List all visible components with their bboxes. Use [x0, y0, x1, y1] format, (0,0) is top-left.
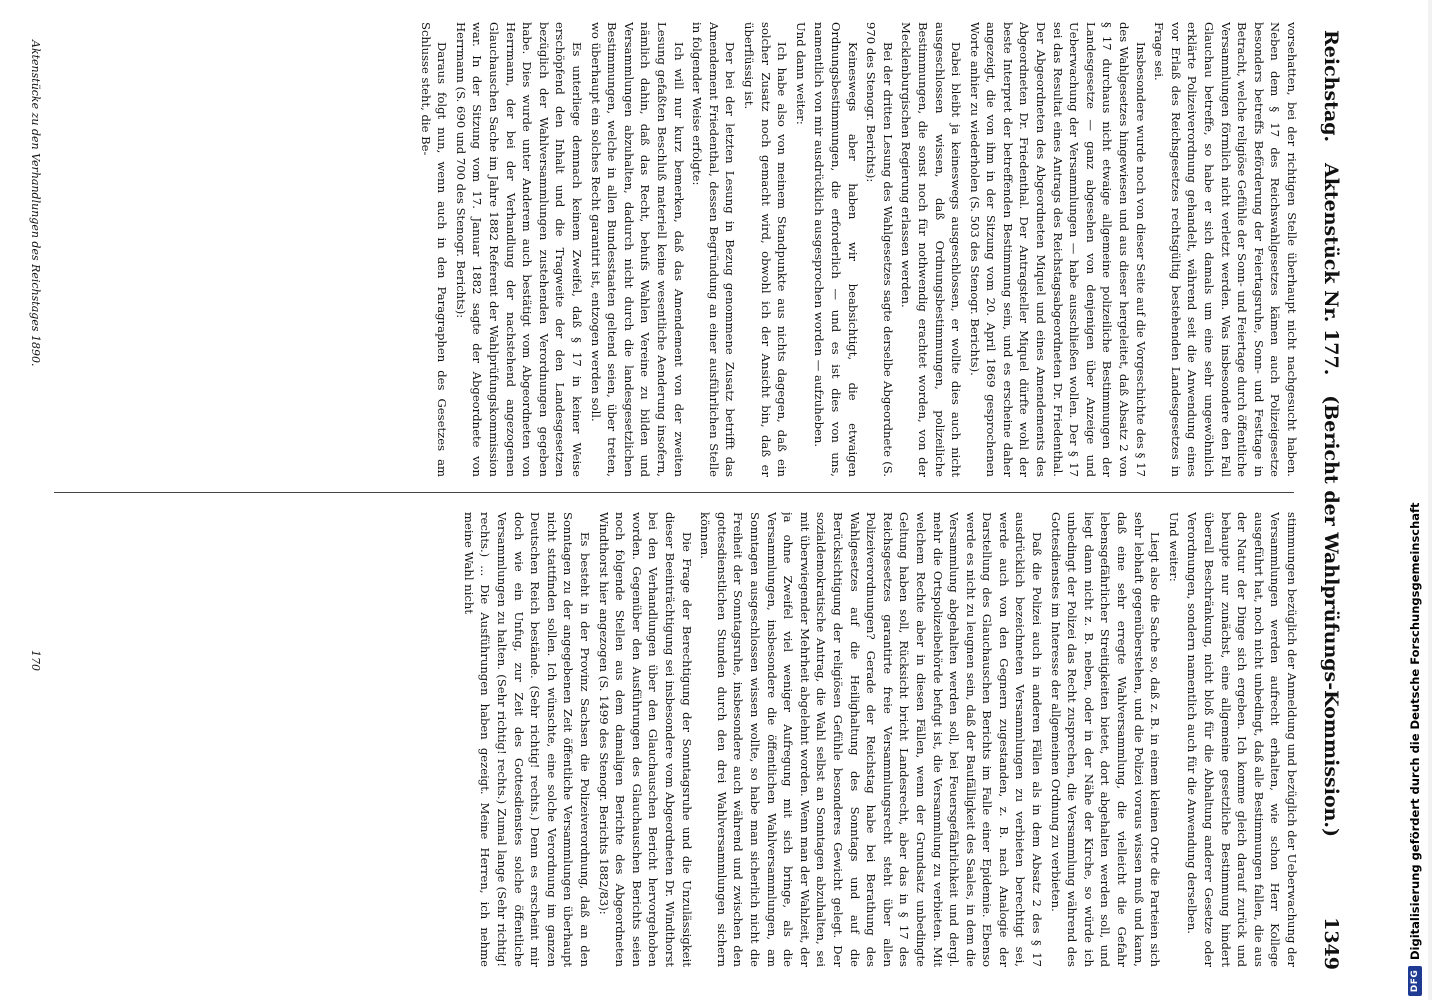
right-paragraph: Die Frage der Berechtigung der Sonntagsruhe und die Unzulässigkeit dieser Beeinträchtigung sei insbesondere vom Abgeordneten Dr. Windthorst bei den Verhandlungen über den Glauchauschen Bericht hervorgehoben worden. Gegenüber den Ausführungen des Glauchauschen Berichts seien noch folgende Stellen aus dem damaligen Berichte des Abgeordneten Windthorst hier angezogen (S. 1499 des Stenogr. Berichts 1882/83): [596, 512, 694, 967]
right-paragraph: Daß die Polizei auch in anderen Fällen als in dem Absatz 2 des § 17 ausdrücklich bezeichneten Versammlungen zu verbieten berechtigt sei, werde auch von den Gegnern zugestanden, z. B. nach Analogie der Darstellung des Glauchauschen Berichts im Falle einer Epidemie. Ebenso werde es nicht zu leugnen sein, daß der Baufälligkeit des Saales, in dem die Versammlung abgehalten werden soll, bei Feuersgefährlichkeit und dergl. mehr die Ortspolizeibehörde befugt ist, die Versammlung zu verbieten. Mit welchem Rechte aber in diesen Fällen, wenn der Grundsatz unbedingte Geltung haben soll, Rücksicht bricht Landesrecht, aber das in § 17 des Reichsgesetzes garantirte freie Versammlungsrecht steht über allen Polizeiverordnungen? Gerade der Reichstag habe bei Berathung des Wahlgesetzes auf die Heilighaltung des Sonntags und auf die Berücksichtigung der religiösen Gefühle besonderes Gewicht gelegt. Der sozialdemokratische Antrag, die Wahl selbst an Sonntagen abzuhalten, sei mit überwiegender Mehrheit abgelehnt worden. Wenn man der Wahlzeit, der ja ohne Zweifel viel weniger Aufregung mit sich bringe, als die Versammlungen, insbesondere die öffentlichen Wahlversammlungen, am Sonntagen ausgeschlossen wissen wollte, so habe man sicherlich nicht die Freiheit der Sonntagsruhe, insbesondere auch während und zwischen den gottesdienstlichen Stunden durch den drei Wahlversammlungen sichern können. [698, 512, 1045, 967]
left-paragraph: Es unterliege demnach keinem Zweifel, daß § 17 in keiner Weise erschöpfend den Inhalt und die Tragweite der den Landesgesetzen bezüglich der Wahlversammlungen zustehenden Verordnungen gegeben habe. Dies wurde unter Anderem auch bestätigt vom Abgeordneten von Herrmann, der bei der Verhandlung der nachstehend angezogenen Glauchauschen Sache im Jahre 1882 Referent der Wahlprüfungskommission war. In der Sitzung vom 17. Januar 1882 sagte der Abgeordnete von Herrmann (S. 690 und 700 des Stenogr. Berichts): [453, 22, 585, 477]
right-paragraph: Es besteht in der Provinz Sachsen die Polizeiverordnung, daß an den Sonntagen zu der angegebenen Zeit öffentliche Versammlungen überhaupt nicht stattfinden sollen. Ich wünschte, eine solche Verordnung im ganzen Deutschen Reich bestände. (Sehr richtig! rechts.) Denn es erscheint mir doch wie ein Unfug, zur Zeit des Gottesdienstes solche öffentliche Versammlungen zu halten. (Sehr richtig! rechts.) Zumal lange (Sehr richtig! rechts.) ... Die Ausführungen haben gezeigt. Meine Herren, ich nehme meine Wahl nicht [461, 512, 593, 967]
right-paragraph: Und weiter: [1166, 512, 1181, 582]
left-paragraph: Ich will nur kurz bemerken, daß das Amendement von der zweiten Lesung gefaßten Beschluß materiell keine wesentliche Aenderung insofern, nämlich dahin, daß das Recht, behufs Wahlen Vereine zu bilden und Versammlungen abzuhalten, dadurch nicht durch die landesgesetzlichen Bestimmungen, welche in allen Bundesstaaten geltend seien, über treten, wo überhaupt ein solches Recht garantirt ist, entzogen werden soll. [588, 22, 686, 477]
left-paragraph: Daraus folgt nun, wenn auch in den Paragraphen des Gesetzes am Schlusse steht, die Be- [418, 22, 450, 477]
left-paragraph: Keineswegs aber haben wir beabsichtigt, die etwaigen Ordnungsbestimmungen, die erforderlich — und es ist dies von uns, namentlich von mir ausdrücklich ausgesprochen worden — aufzuheben. [812, 22, 860, 477]
scan-edge [1428, 0, 1432, 1000]
right-paragraph: Liegt also die Sache so, daß z. B. in einem kleinen Orte die Parteien sich sehr lebhaft gegenüberstehen, und die Polizei voraus wissen muß und kann, daß eine sehr erregte Wahlversammlung, die vielleicht die Gefahr lebensgefährlicher Streitigkeiten bietet, dort abgehalten werden soll, und liegt dann nicht z. B. neben, oder in der Nähe der Kirche, so würde ich unbedingt der Polizei das Recht zusprechen, die Versammlung während des Gottesdienstes im Interesse der allgemeinen Ordnung zu verbieten. [1048, 512, 1163, 967]
footer-page-mark: 170 [29, 650, 42, 671]
left-paragraph: vorsehatten, bei der richtigen Stelle überhaupt nicht nachgesucht haben. Neben dem § 17 des Reichswahlgesetzes kämen auch Polizeigesetze besonders betreffs Beförderung der Feiertagsruhe, Sonn- und Festtage in Betracht, welche religiöse Gefühle der Sonn- und Feiertage durch öffentliche Versammlungen förmlich nicht verletzt werden. Was insbesondere den Fall Glauchau betreffe, so habe er sich damals um eine sehr ungewöhnlich erklärte Polizeiverordnung gehandelt, während seit die Anwendung eines vor Erlaß des Reichsgesetzes rechtsgültig bestehenden Landesgesetzes in Frage sei. [1152, 22, 1299, 477]
left-column [50, 22, 1300, 477]
right-column [50, 512, 1300, 967]
dfg-logo-icon: DFG [1408, 966, 1422, 996]
footer-signature: Aktenstücke zu den Verhandlungen des Reichstages 1890. [29, 40, 42, 367]
header-page-number: 1349 [1320, 917, 1342, 970]
header-left: Reichstag. [1320, 30, 1342, 143]
header-title [1320, 30, 1342, 970]
digitization-credit [1404, 426, 1426, 996]
right-paragraph: stimmungen bezüglich der Anmeldung und bezüglich der Ueberwachung der Versammlungen werden aufrecht erhalten, wie schon Herr Kollege ausgeführt hat, noch nicht unbedingt, daß alle Bestimmungen fallen, die aus der Natur der Dinge sich ergeben. Ich komme gleich darauf zurück und behaupte nur zunächst, eine allgemeine gesetzliche Bestimmung hindert überall Beschränkung, nicht bloß für die Abhaltung anderer Gesetze oder Verordnungen, sondern namentlich auch für die Anwendung derselben. [1185, 512, 1299, 967]
left-paragraph: Insbesondere wurde noch von dieser Seite auf die Vorgeschichte des § 17 des Wahlgesetzes hingewiesen und aus dieser hergeleitet, daß Absatz 2 von § 17 durchaus nicht etwaige allgemeine polizeiliche Bestimmungen der Landesgesetze — ganz abgesehen von denjenigen über Anzeige und Ueberwachung der Versammlungen — habe ausschließen wollen. Der § 17 sei das Resultat eines Antrags des Reichstagsabgeordneten Dr. Friedenthal. Der Abgeordneten des Abgeordneten Miquel und eines Amendements des Abgeordneten Dr. Friedenthal. Der Antragsteller Miquel dürfte wohl der beste Interpret der betreffenden Bestimmung sein, und es erscheine daher angezeigt, die von ihm in der Sitzung vom 20. April 1869 gesprochenen Worte anhier zu wiederholen (S. 503 des Stenogr. Berichts). [967, 22, 1148, 477]
left-paragraph: Bei der dritten Lesung des Wahlgesetzes sagte derselbe Abgeordnete (S. 970 des Stenogr. Berichts): [864, 22, 895, 477]
left-paragraph: Der bei der letzten Lesung in Bezug genommene Zusatz betrifft das Amendement Friedenthal, dessen Begründung an einer ausführlichen Stelle in folgender Weise erfolgte: [690, 22, 738, 477]
left-paragraph: Dabei bleibt ja keineswegs ausgeschlossen, er wollte dies auch nicht ausgeschlossen wissen, daß Ordnungsbestimmungen, polizeiliche Bestimmungen, die sonst noch für nothwendig erachtet worden, von der Mecklenburgischen Regierung erlassen werden. [899, 22, 964, 477]
left-paragraph: Ich habe also von meinem Standpunkte aus nichts dagegen, daß ein solcher Zusatz noch gemacht wird, obwohl ich der Ansicht bin, daß er überflüssig ist. [742, 22, 790, 477]
left-paragraph: Und dann weiter: [793, 22, 808, 125]
credit-text: Digitalisierung gefördert durch die Deutsche Forschungsgemeinschaft [1408, 502, 1422, 960]
column-divider [54, 492, 1294, 493]
page-header [1302, 30, 1342, 970]
header-title-main: Aktenstück Nr. 177. [1320, 162, 1342, 376]
header-title-sub: (Bericht der Wahlprüfungs-Kommission.) [1320, 395, 1342, 838]
